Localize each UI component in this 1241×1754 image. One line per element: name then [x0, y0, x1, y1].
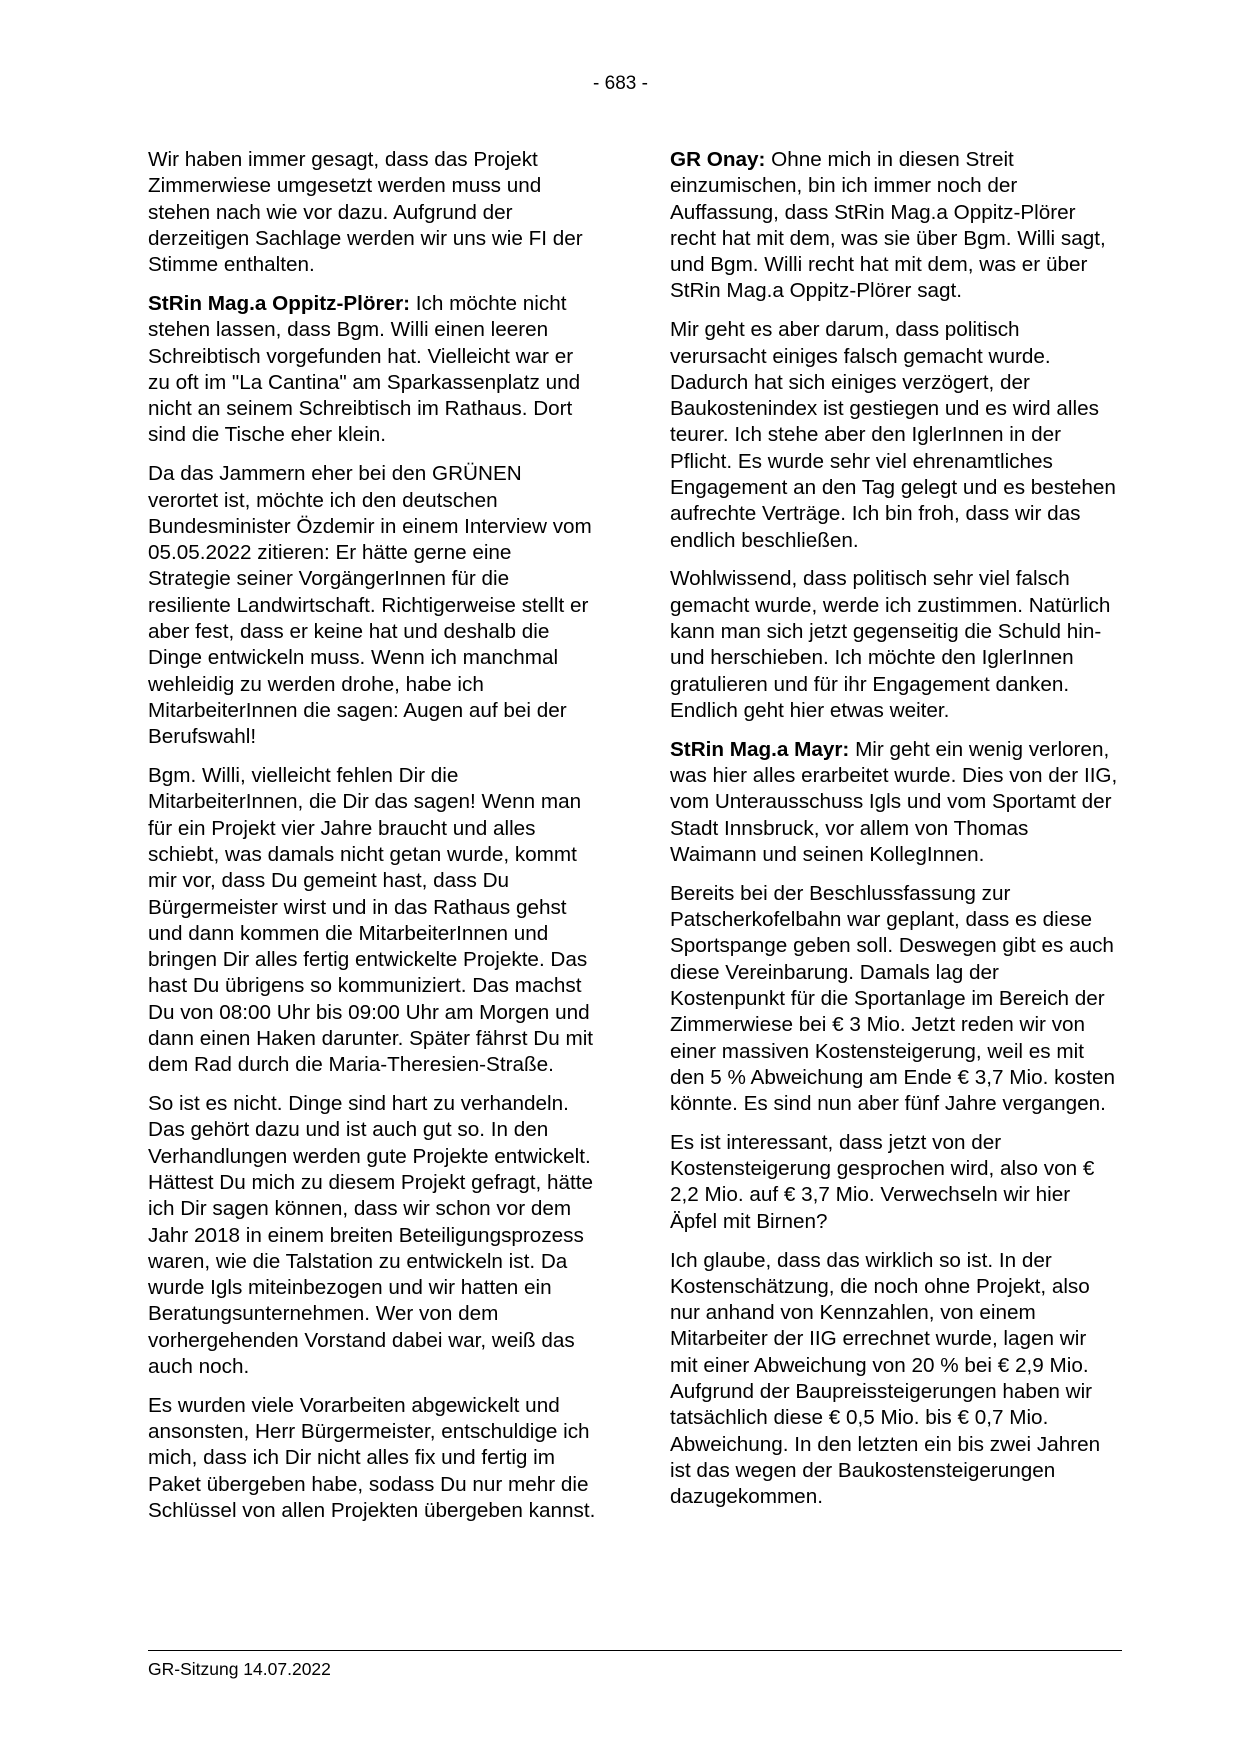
footer-session-date: GR-Sitzung 14.07.2022 — [148, 1659, 331, 1679]
speaker-name: StRin Mag.a Oppitz-Plörer: — [148, 291, 411, 315]
speech-text: Ohne mich in diesen Streit einzumischen, bin ich immer noch der Auffassung, dass StRin Mag.a Oppitz-Plörer recht hat mit dem, was sie über Bgm. Willi sagt, und Bgm. Willi recht hat mit dem, was er über StRin Mag.a Oppitz-Plörer sagt. — [670, 148, 1106, 303]
paragraph: Da das Jammern eher bei den GRÜNEN verortet ist, möchte ich den deutschen Bundesminister Özdemir in einem Interview vom 05.05.2022 zitieren: Er hätte gerne eine Strategie seiner VorgängerInnen für die resiliente Landwirtschaft. Richtigerweise stellt er aber fest, dass er keine hat und deshalb die Dinge entwickeln muss. Wenn ich manchmal wehleidig zu werden drohe, habe ich MitarbeiterInnen die sagen: Augen auf bei der Berufswahl! — [148, 462, 592, 749]
paragraph: Wohlwissend, dass politisch sehr viel falsch gemacht wurde, werde ich zustimmen. Natürlich kann man sich jetzt gegenseitig die Schuld hin- und herschieben. Ich möchte den IglerInnen gratulieren und für ihr Engagement danken. Endlich geht hier etwas weiter. — [670, 567, 1111, 722]
speech-text: Mir geht ein wenig verloren, was hier alles erarbeitet wurde. Dies von der IIG, vom Unterausschuss Igls und vom Sportamt der Stadt Innsbruck, vor allem von Thomas Waimann und seinen KollegInnen. — [670, 737, 1118, 866]
paragraph: Wir haben immer gesagt, dass das Projekt Zimmerwiese umgesetzt werden muss und stehen nach wie vor dazu. Aufgrund der derzeitigen Sachlage werden wir uns wie FI der Stimme enthalten. — [148, 148, 583, 277]
paragraph: Es wurden viele Vorarbeiten abgewickelt und ansonsten, Herr Bürgermeister, entschuldige ich mich, dass ich Dir nicht alles fix und fertig im Paket übergeben habe, sodass Du nur mehr die Schlüssel von allen Projekten übergeben kannst. — [148, 1393, 596, 1523]
speaker-name: GR Onay: — [670, 148, 766, 171]
page-number: - 683 - — [593, 73, 648, 94]
left-column — [148, 147, 596, 1537]
speaker-name: StRin Mag.a Mayr: — [670, 737, 850, 761]
footer-divider — [148, 1650, 1122, 1651]
speech-paragraph — [670, 737, 1118, 868]
paragraph: Es ist interessant, dass jetzt von der Kostensteigerung gesprochen wird, also von € 2,2 Mio. auf € 3,7 Mio. Verwechseln wir hier Äpfel mit Birnen? — [670, 1130, 1095, 1233]
paragraph: So ist es nicht. Dinge sind hart zu verhandeln. Das gehört dazu und ist auch gut so. In den Verhandlungen werden gute Projekte entwickelt. Hättest Du mich zu diesem Projekt gefragt, hätte ich Dir sagen können, dass wir schon vor dem Jahr 2018 in einem breiten Beteiligungsprozess waren, wie die Talstation zu entwickeln ist. Da wurde Igls miteinbezogen und wir hatten ein Beratungsunternehmen. Wer von dem vorhergehenden Vorstand dabei war, weiß das auch noch. — [148, 1092, 593, 1379]
paragraph: Bgm. Willi, vielleicht fehlen Dir die MitarbeiterInnen, die Dir das sagen! Wenn man für ein Projekt vier Jahre braucht und alles schiebt, was damals nicht getan wurde, kommt mir vor, dass Du gemeint hast, dass Du Bürgermeister wirst und in das Rathaus gehst und dann kommen die MitarbeiterInnen und bringen Dir alles fertig entwickelte Projekte. Das hast Du übrigens so kommuniziert. Das machst Du von 08:00 Uhr bis 09:00 Uhr am Morgen und dann einen Haken darunter. Später fährst Du mit dem Rad durch die Maria-Theresien-Straße. — [148, 764, 594, 1077]
paragraph: Mir geht es aber darum, dass politisch verursacht einiges falsch gemacht wurde. Dadurch hat sich einiges verzögert, der Baukostenindex ist gestiegen und es wird alles teurer. Ich stehe aber den IglerInnen in der Pflicht. Es wurde sehr viel ehrenamtliches Engagement an den Tag gelegt und es bestehen aufrechte Verträge. Ich bin froh, dass wir das endlich beschließen. — [670, 318, 1116, 552]
paragraph: Bereits bei der Beschlussfassung zur Patscherkofelbahn war geplant, dass es diese Sportspange geben soll. Deswegen gibt es auch diese Vereinbarung. Damals lag der Kostenpunkt für die Sportanlage im Bereich der Zimmerwiese bei € 3 Mio. Jetzt reden wir von einer massiven Kostensteigerung, weil es mit den 5 % Abweichung am Ende € 3,7 Mio. kosten könnte. Es sind nun aber fünf Jahre vergangen. — [670, 881, 1116, 1116]
speech-text: Ich möchte nicht stehen lassen, dass Bgm. Willi einen leeren Schreibtisch vorgefunden hat. Vielleicht war er zu oft im "La Cantina" am Sparkassenplatz und nicht an seinem Schreibtisch im Rathaus. Dort sind die Tische eher klein. — [148, 291, 581, 447]
speech-paragraph — [670, 147, 1118, 305]
right-column — [670, 147, 1118, 1523]
speech-paragraph — [148, 291, 596, 449]
paragraph: Ich glaube, dass das wirklich so ist. In der Kostenschätzung, die noch ohne Projekt, also nur anhand von Kennzahlen, von einem Mitarbeiter der IIG errechnet wurde, lagen wir mit einer Abweichung von 20 % bei € 2,9 Mio. Aufgrund der Baupreissteigerungen haben wir tatsächlich diese € 0,5 Mio. bis € 0,7 Mio. Abweichung. In den letzten ein bis zwei Jahren ist das wegen der Baukostensteigerungen dazugekommen. — [670, 1248, 1101, 1509]
